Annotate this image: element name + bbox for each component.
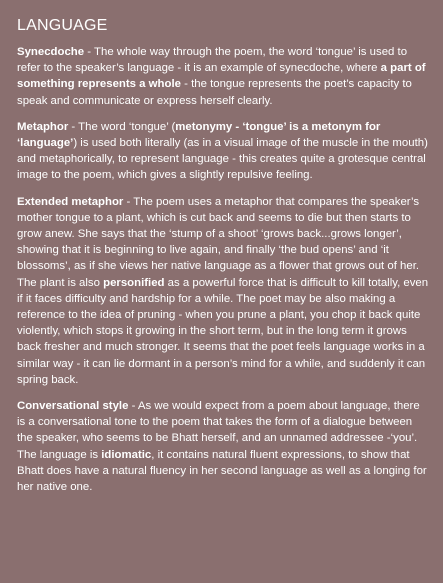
- section-heading: LANGUAGE: [17, 17, 108, 34]
- text-run: - The word ‘tongue’ (: [68, 120, 176, 133]
- paragraph-metaphor: [17, 119, 429, 184]
- emphasis-run: metonymy - ‘tongue’ is a metonym for ‘language’: [17, 120, 381, 150]
- term-metaphor: Metaphor: [17, 120, 69, 133]
- text-run: - The whole way through the poem, the word ‘tongue’ is used to refer to the speaker’s language - it is an example of synecdoche, where: [17, 46, 408, 75]
- emphasis-run: a part of something represents a whole: [17, 62, 426, 91]
- text-run: - As we would expect from a poem about language, there is a conversational tone to the poem that takes the form of a dialogue between the speaker, who seems to be Bhatt herself, and an unnamed addressee -‘you’. The language is: [17, 400, 420, 461]
- text-run: ) is used both literally (as in a visual image of the muscle in the mouth) and metaphorically, to represent language - this creates quite a grotesque central image to the poem, which gives a slightly repulsive feeling.: [17, 137, 428, 182]
- text-run: - the tongue represents the poet’s capacity to speak and communicate or express herself clearly.: [17, 78, 412, 107]
- paragraph-conversational-style: [17, 398, 429, 495]
- paragraph-synecdoche: [17, 44, 429, 109]
- paragraph-extended-metaphor: [17, 194, 429, 388]
- text-run: - The poem uses a metaphor that compares the speaker’s mother tongue to a plant, which is cut back and seems to die but then starts to grow anew. She says that the ‘stump of a shoot’ ‘grows back...grows longer’, showing that it is beginning to live again, and finally ‘the bud opens’ and ‘it blossoms’, as if she views her native language as a flower that grows out of her. The plant is also: [17, 195, 420, 289]
- emphasis-run: personified: [103, 276, 165, 289]
- text-run: , it contains natural fluent expressions, to show that Bhatt does have a natural fluency in her second language as well as a longing for her native one.: [17, 448, 427, 494]
- term-synecdoche: Synecdoche: [17, 46, 85, 58]
- emphasis-run: idiomatic: [101, 448, 152, 461]
- text-run: as a powerful force that is difficult to kill totally, even if it faces difficulty and hardship for a while. The poet may be also making a reference to the idea of pruning - when you prune a plant, you chop it back quite violently, which stops it growing in the short term, but in the long term it grows back fresher and much stronger. It seems that the poet feels language works in a similar way - it can lie dormant in a person’s mind for a while, and suddenly it can spring back.: [17, 276, 429, 386]
- term-conversational-style: Conversational style: [17, 400, 129, 413]
- term-extended-metaphor: Extended metaphor: [17, 195, 124, 208]
